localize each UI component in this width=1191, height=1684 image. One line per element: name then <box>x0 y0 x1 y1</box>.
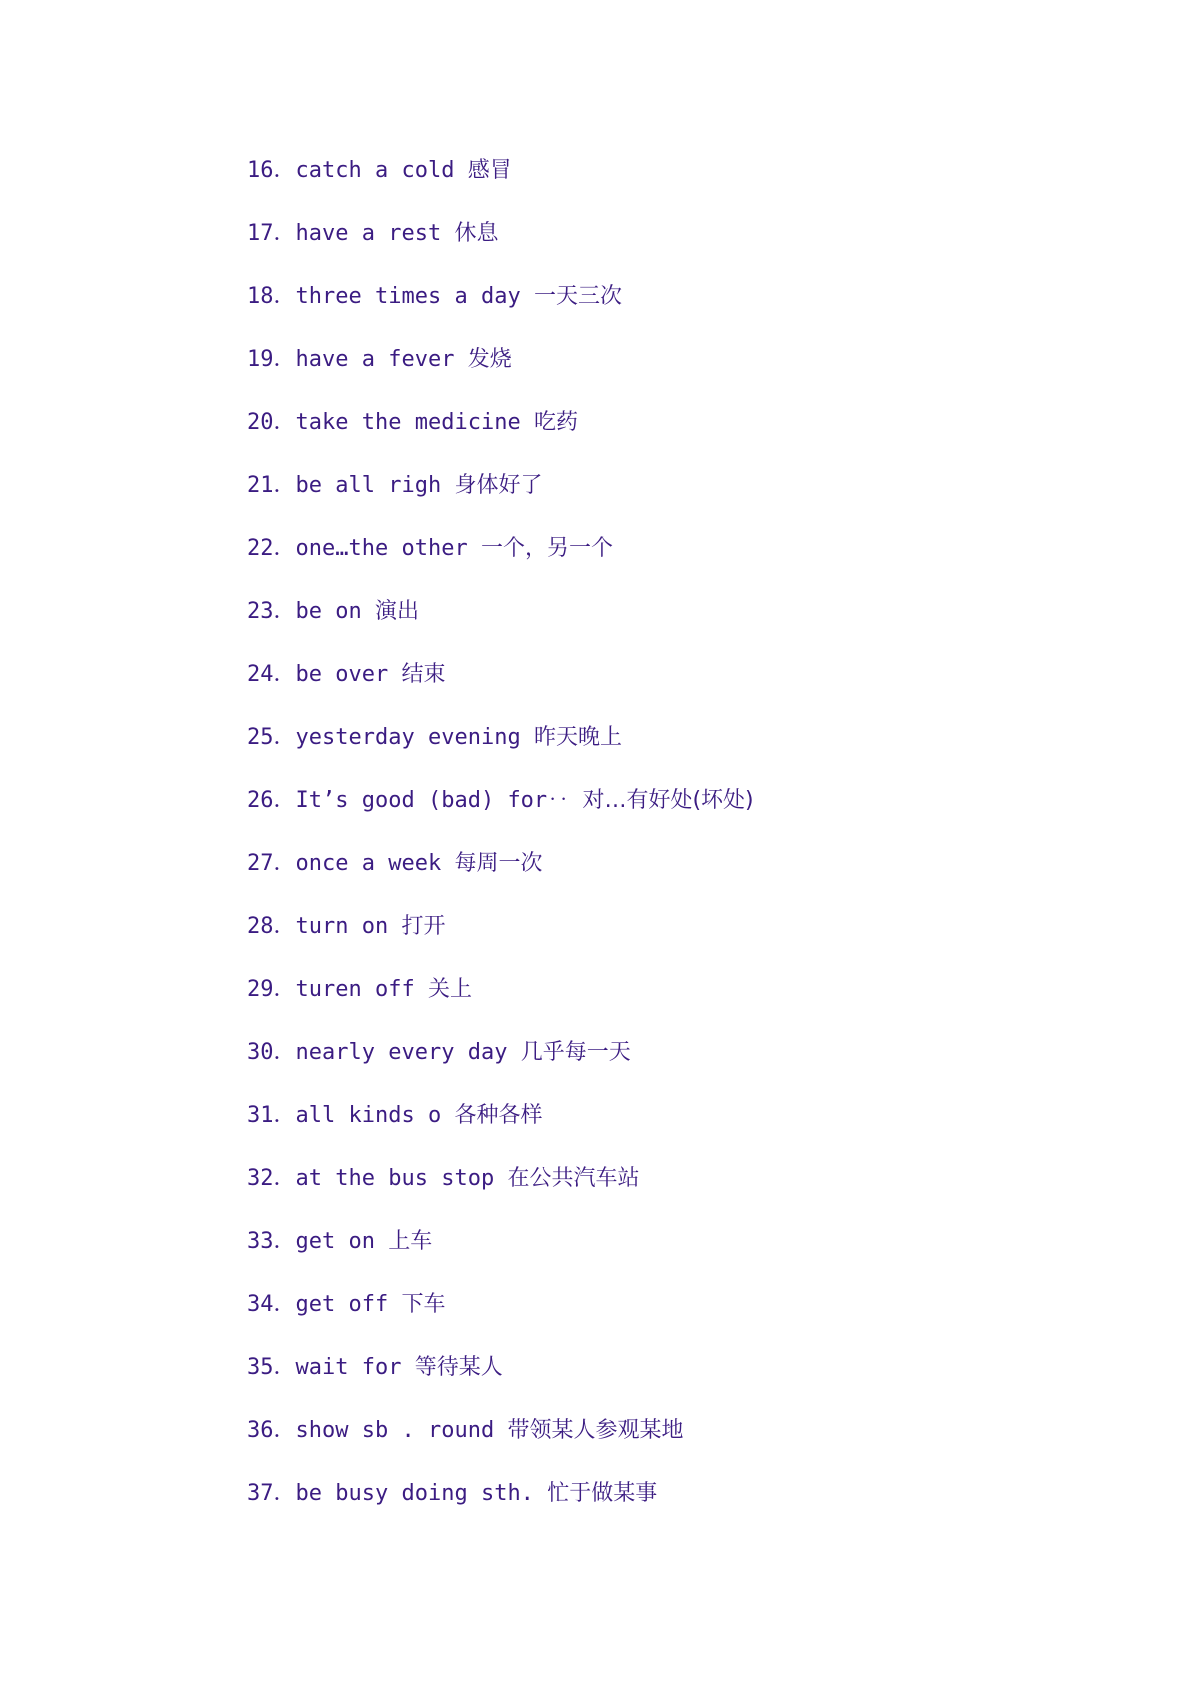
entry-gap <box>415 977 428 1002</box>
entry-separator: ． <box>273 221 296 246</box>
phrase-list <box>247 150 754 1536</box>
entry-number: 32 <box>247 1166 274 1191</box>
entry-number: 20 <box>247 410 274 435</box>
chinese-meaning: 对…有好处(坏处) <box>582 788 754 813</box>
phrase-entry <box>247 150 754 213</box>
entry-number: 29 <box>247 977 274 1002</box>
phrase-entry <box>247 528 754 591</box>
entry-number: 30 <box>247 1040 274 1065</box>
entry-separator: ． <box>273 1292 296 1317</box>
phrase-entry <box>247 969 754 1032</box>
entry-separator: ． <box>273 284 296 309</box>
entry-gap <box>534 1481 547 1506</box>
phrase-entry <box>247 1284 754 1347</box>
entry-number: 16 <box>247 158 274 183</box>
chinese-meaning: 忙于做某事 <box>547 1481 658 1506</box>
entry-gap <box>569 788 582 813</box>
phrase-entry <box>247 1473 754 1536</box>
entry-separator: ． <box>273 599 296 624</box>
entry-gap <box>494 1418 507 1443</box>
phrase-entry <box>247 465 754 528</box>
entry-gap <box>375 1229 388 1254</box>
chinese-meaning: 一天三次 <box>533 284 622 309</box>
phrase-entry <box>247 654 754 717</box>
chinese-meaning: 下车 <box>401 1292 446 1317</box>
entry-gap <box>388 914 401 939</box>
entry-separator: ． <box>273 473 296 498</box>
phrase-entry <box>247 1032 754 1095</box>
entry-separator: ． <box>273 536 296 561</box>
english-phrase: wait for <box>295 1355 402 1380</box>
entry-gap <box>388 662 401 687</box>
entry-number: 17 <box>247 221 274 246</box>
entry-number: 28 <box>247 914 274 939</box>
entry-gap <box>441 473 454 498</box>
entry-number: 21 <box>247 473 274 498</box>
entry-number: 33 <box>247 1229 274 1254</box>
entry-separator: ． <box>273 1166 296 1191</box>
phrase-entry <box>247 1347 754 1410</box>
entry-separator: ． <box>273 1040 296 1065</box>
chinese-meaning: 各种各样 <box>454 1103 543 1128</box>
entry-gap <box>441 221 454 246</box>
chinese-meaning: 昨天晚上 <box>533 725 622 750</box>
entry-separator: ． <box>273 725 296 750</box>
entry-separator: ． <box>273 977 296 1002</box>
english-phrase: nearly every day <box>295 1040 508 1065</box>
chinese-meaning: 带领某人参观某地 <box>507 1418 684 1443</box>
entry-number: 19 <box>247 347 274 372</box>
entry-separator: ． <box>273 410 296 435</box>
entry-gap <box>468 536 481 561</box>
entry-number: 31 <box>247 1103 274 1128</box>
english-phrase: get off <box>295 1292 389 1317</box>
english-phrase: show sb . round <box>295 1418 495 1443</box>
chinese-meaning: 感冒 <box>467 158 512 183</box>
phrase-entry <box>247 1095 754 1158</box>
entry-gap <box>362 599 375 624</box>
entry-number: 25 <box>247 725 274 750</box>
english-phrase: have a fever <box>295 347 455 372</box>
entry-separator: ． <box>273 1418 296 1443</box>
entry-separator: ． <box>273 851 296 876</box>
chinese-meaning: 发烧 <box>467 347 512 372</box>
english-phrase: take the medicine <box>295 410 521 435</box>
english-phrase: have a rest <box>295 221 442 246</box>
english-phrase: once a week <box>295 851 442 876</box>
chinese-meaning: 结束 <box>401 662 446 687</box>
english-phrase: be all righ <box>295 473 442 498</box>
phrase-entry <box>247 1221 754 1284</box>
entry-number: 36 <box>247 1418 274 1443</box>
phrase-entry <box>247 717 754 780</box>
english-phrase: It’s good (bad) for‥ <box>295 788 570 813</box>
phrase-entry <box>247 1158 754 1221</box>
entry-gap <box>507 1040 520 1065</box>
entry-number: 24 <box>247 662 274 687</box>
chinese-meaning: 上车 <box>388 1229 433 1254</box>
entry-separator: ． <box>273 662 296 687</box>
english-phrase: turen off <box>295 977 415 1002</box>
english-phrase: turn on <box>295 914 389 939</box>
entry-gap <box>521 725 534 750</box>
entry-separator: ． <box>273 158 296 183</box>
english-phrase: be busy doing sth. <box>295 1481 534 1506</box>
chinese-meaning: 等待某人 <box>414 1355 503 1380</box>
english-phrase: three times a day <box>295 284 521 309</box>
entry-separator: ． <box>273 1229 296 1254</box>
chinese-meaning: 几乎每一天 <box>520 1040 631 1065</box>
phrase-entry <box>247 843 754 906</box>
entry-separator: ． <box>273 914 296 939</box>
english-phrase: one…the other <box>295 536 468 561</box>
entry-separator: ． <box>273 1481 296 1506</box>
phrase-entry <box>247 780 754 843</box>
phrase-entry <box>247 591 754 654</box>
chinese-meaning: 演出 <box>375 599 420 624</box>
english-phrase: all kinds o <box>295 1103 442 1128</box>
entry-gap <box>494 1166 507 1191</box>
chinese-meaning: 关上 <box>427 977 472 1002</box>
phrase-entry <box>247 402 754 465</box>
entry-number: 22 <box>247 536 274 561</box>
entry-gap <box>454 158 467 183</box>
chinese-meaning: 打开 <box>401 914 446 939</box>
chinese-meaning: 每周一次 <box>454 851 543 876</box>
phrase-entry <box>247 213 754 276</box>
english-phrase: at the bus stop <box>295 1166 495 1191</box>
entry-number: 26 <box>247 788 274 813</box>
entry-gap <box>454 347 467 372</box>
entry-number: 35 <box>247 1355 274 1380</box>
english-phrase: catch a cold <box>295 158 455 183</box>
entry-number: 37 <box>247 1481 274 1506</box>
entry-gap <box>521 410 534 435</box>
english-phrase: be on <box>295 599 362 624</box>
entry-number: 34 <box>247 1292 274 1317</box>
entry-separator: ． <box>273 347 296 372</box>
phrase-entry <box>247 276 754 339</box>
entry-gap <box>388 1292 401 1317</box>
entry-gap <box>521 284 534 309</box>
phrase-entry <box>247 906 754 969</box>
chinese-meaning: 身体好了 <box>454 473 543 498</box>
entry-separator: ． <box>273 1355 296 1380</box>
chinese-meaning: 一个，另一个 <box>480 536 613 561</box>
phrase-entry <box>247 339 754 402</box>
entry-gap <box>401 1355 414 1380</box>
english-phrase: yesterday evening <box>295 725 521 750</box>
english-phrase: get on <box>295 1229 375 1254</box>
chinese-meaning: 吃药 <box>533 410 578 435</box>
entry-number: 18 <box>247 284 274 309</box>
entry-separator: ． <box>273 1103 296 1128</box>
entry-separator: ． <box>273 788 296 813</box>
chinese-meaning: 在公共汽车站 <box>507 1166 640 1191</box>
phrase-entry <box>247 1410 754 1473</box>
chinese-meaning: 休息 <box>454 221 499 246</box>
entry-gap <box>441 1103 454 1128</box>
english-phrase: be over <box>295 662 389 687</box>
entry-number: 27 <box>247 851 274 876</box>
entry-gap <box>441 851 454 876</box>
entry-number: 23 <box>247 599 274 624</box>
